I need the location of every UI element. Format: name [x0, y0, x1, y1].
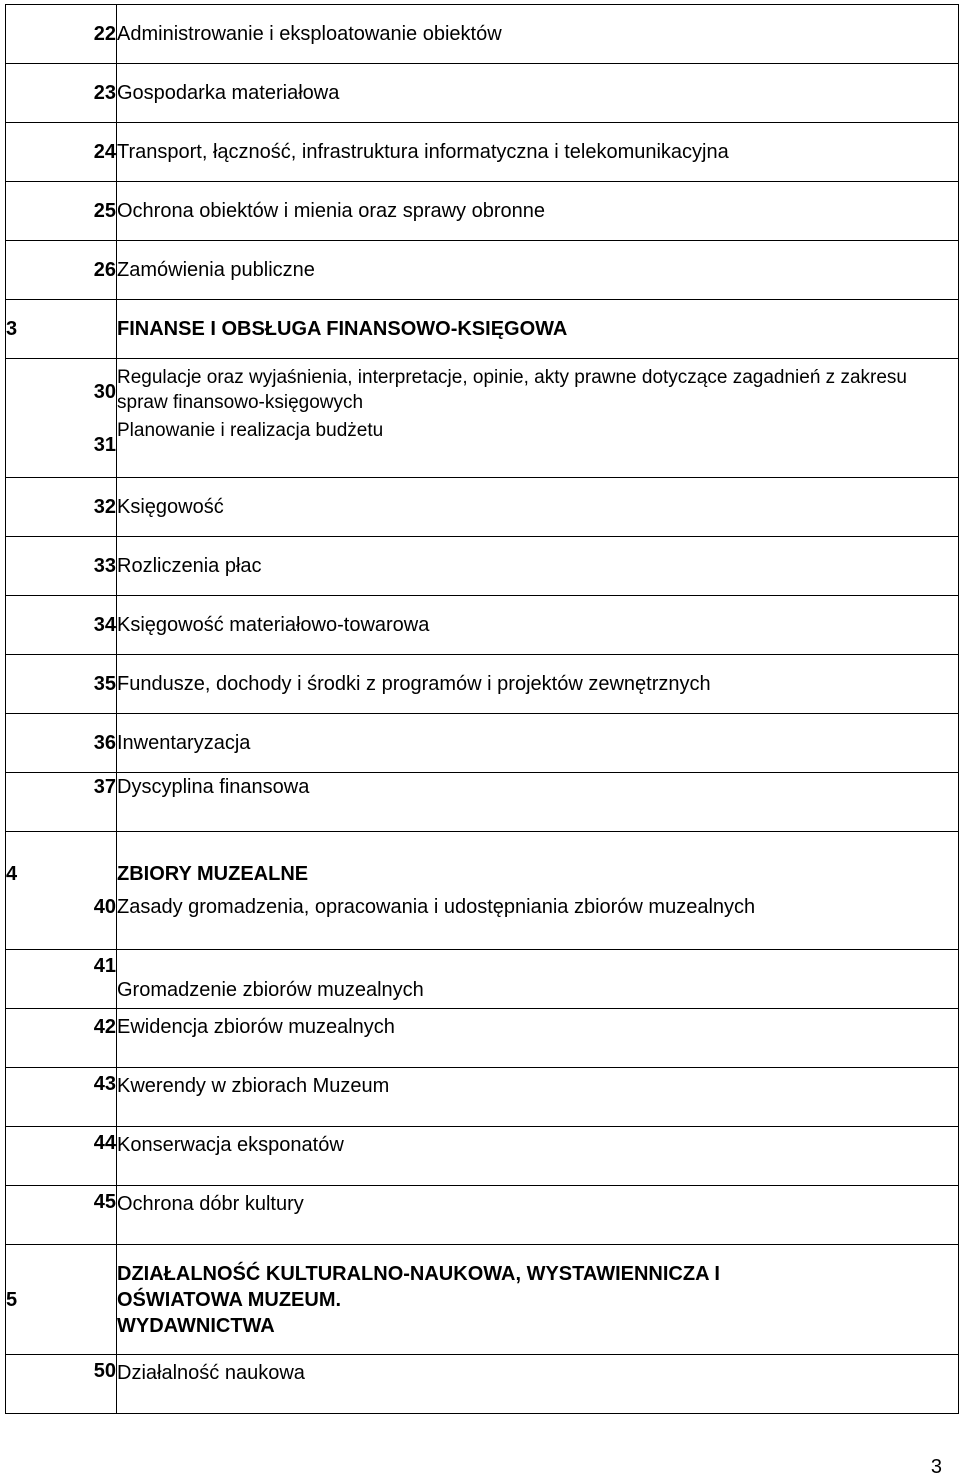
- table-row: [6, 714, 959, 773]
- row-number: [6, 359, 117, 478]
- row-number: 26: [6, 241, 117, 300]
- stacked-numbers: 30 31: [93, 380, 116, 456]
- row-text: Transport, łączność, infrastruktura informatyczna i telekomunikacyjna: [117, 123, 959, 182]
- section-heading: ZBIORY MUZEALNE: [117, 832, 959, 891]
- row-text: Gromadzenie zbiorów muzealnych: [117, 950, 959, 1009]
- section-number: 5: [6, 1245, 117, 1355]
- table-row: [6, 1068, 959, 1127]
- row-text: Fundusze, dochody i środki z programów i projektów zewnętrznych: [117, 655, 959, 714]
- regulation-text: Regulacje oraz wyjaśnienia, interpretacje, opinie, akty prawne dotyczące zagadnień z zakresu spraw finansowo-księgowych: [117, 367, 907, 413]
- row-number: 36: [6, 714, 117, 773]
- row-number: 33: [6, 537, 117, 596]
- row-text: Inwentaryzacja: [117, 714, 959, 773]
- row-text: Ochrona dóbr kultury: [117, 1186, 959, 1245]
- section-heading-row: [6, 300, 959, 359]
- row-text: Dyscyplina finansowa: [117, 773, 959, 832]
- table-row: [6, 537, 959, 596]
- table-row: [6, 950, 959, 1009]
- table-row: [6, 359, 959, 478]
- classification-table: [5, 4, 959, 1414]
- row-text: Działalność naukowa: [117, 1355, 959, 1414]
- table-row: [6, 596, 959, 655]
- table-row: [6, 123, 959, 182]
- row-number: 35: [6, 655, 117, 714]
- row-text: Kwerendy w zbiorach Muzeum: [117, 1068, 959, 1127]
- row-number: 32: [6, 478, 117, 537]
- row-text: Ochrona obiektów i mienia oraz sprawy obronne: [117, 182, 959, 241]
- row-text: Ewidencja zbiorów muzealnych: [117, 1009, 959, 1068]
- row-text: Księgowość materiałowo-towarowa: [117, 596, 959, 655]
- section-heading-row: [6, 1245, 959, 1355]
- row-number: 24: [6, 123, 117, 182]
- table-row: [6, 1127, 959, 1186]
- row-number: 34: [6, 596, 117, 655]
- row-number: 45: [6, 1186, 117, 1245]
- row-number: 37: [6, 773, 117, 832]
- table-row: [6, 5, 959, 64]
- row-text: Rozliczenia płac: [117, 537, 959, 596]
- table-row: [6, 773, 959, 832]
- section-heading-line2: WYDAWNICTWA: [117, 1314, 275, 1337]
- table-row: [6, 241, 959, 300]
- row-text: Administrowanie i eksploatowanie obiektów: [117, 5, 959, 64]
- row-number: 42: [6, 1009, 117, 1068]
- section-heading: [117, 1245, 959, 1355]
- table-row: [6, 1355, 959, 1414]
- section-number: 4: [6, 832, 117, 891]
- table-row: [6, 891, 959, 950]
- section-heading-line1: DZIAŁALNOŚĆ KULTURALNO-NAUKOWA, WYSTAWIENNICZA I OŚWIATOWA MUZEUM.: [117, 1262, 720, 1311]
- table-row: [6, 478, 959, 537]
- row-number: 50: [6, 1355, 117, 1414]
- row-text: Zasady gromadzenia, opracowania i udostępniania zbiorów muzealnych: [117, 891, 959, 950]
- budget-text: Planowanie i realizacja budżetu: [117, 420, 384, 441]
- row-text: Księgowość: [117, 478, 959, 537]
- section-heading-row: [6, 832, 959, 891]
- row-number: 44: [6, 1127, 117, 1186]
- row-number: 40: [6, 891, 117, 950]
- row-text: Gospodarka materiałowa: [117, 64, 959, 123]
- row-text: [117, 359, 959, 478]
- row-number: 22: [6, 5, 117, 64]
- section-number: 3: [6, 300, 117, 359]
- section-heading: FINANSE I OBSŁUGA FINANSOWO-KSIĘGOWA: [117, 300, 959, 359]
- row-number: 41: [6, 950, 117, 1009]
- row-text: Konserwacja eksponatów: [117, 1127, 959, 1186]
- page-number: 3: [930, 1456, 942, 1478]
- table-row: [6, 1186, 959, 1245]
- table-row: [6, 182, 959, 241]
- row-text: Zamówienia publiczne: [117, 241, 959, 300]
- table-row: [6, 655, 959, 714]
- table-row: [6, 1009, 959, 1068]
- table-row: [6, 64, 959, 123]
- row-number: 23: [6, 64, 117, 123]
- row-number: 43: [6, 1068, 117, 1127]
- row-number: 25: [6, 182, 117, 241]
